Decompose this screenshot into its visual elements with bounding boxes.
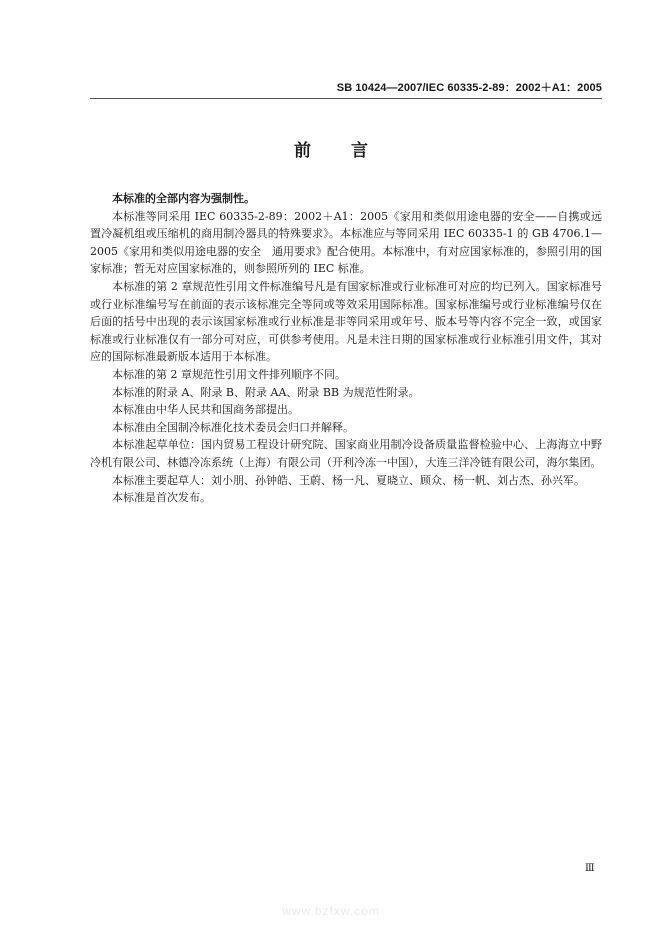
- paragraph-centralized-by: 本标准由全国制冷标准化技术委员会归口并解释。: [112, 420, 354, 434]
- paragraph-normative-references: 本标准的第 2 章规范性引用文件标准编号凡是有国家标准或行业标准可对应的均已列入。国家标准号或行业标准编号写在前面的表示该标准完全等同或等效采用国际标准。国家标准编号或行业标准编号仅在后面的括号中出现的表示该国家标准或行业标准是非等同采用或年号、版本号等内容不完全一致，或国家标准或行业标准仅有一部分可对应，可供参考使用。凡是未注日期的国家标准或行业标准引用文件，其对应的国际标准最新版本适用于本标准。: [90, 279, 602, 364]
- paragraph-first-release: 本标准是首次发布。: [112, 491, 211, 505]
- watermark-text: www.bzfxw.com: [282, 904, 380, 918]
- paragraph-proposed-by: 本标准由中华人民共和国商务部提出。: [112, 403, 299, 417]
- paragraph-drafting-units: 本标准起草单位：国内贸易工程设计研究院、国家商业用制冷设备质量监督检验中心、上海海立中野冷机有限公司、林德冷冻系统（上海）有限公司（开利冷冻一中国），大连三洋冷链有限公司，海尔集团。: [90, 438, 602, 469]
- header-divider: [90, 98, 602, 99]
- page-number: Ⅲ: [585, 863, 595, 874]
- paragraph-adoption: 本标准等同采用 IEC 60335-2-89：2002＋A1：2005《家用和类似用途电器的安全——自携或远置冷凝机组或压缩机的商用制冷器具的特殊要求》。本标准应与等同采用 IEC 60335-1 的 GB 4706.1—2005《家用和类似用途电器的安全 通用要求》配合使用。本标准中，有对应国家标准的，参照引用的国家标准；暂无对应国家标准的，则参照所列的 IEC 标准。: [90, 209, 602, 276]
- foreword-body: [90, 190, 602, 507]
- paragraph-mandatory-statement: 本标准的全部内容为强制性。: [112, 192, 255, 205]
- paragraph-drafters: 本标准主要起草人：刘小朋、孙钟皓、王蔚、杨一凡、夏晓立、顾众、杨一帆、刘占杰、孙兴军。: [112, 473, 585, 487]
- paragraph-annexes: 本标准的附录 A、附录 B、附录 AA、附录 BB 为规范性附录。: [112, 385, 420, 399]
- page-title: 前言: [294, 141, 408, 161]
- standard-code-header: SB 10424—2007/IEC 60335-2-89：2002＋A1：2005: [336, 82, 602, 94]
- paragraph-reference-order: 本标准的第 2 章规范性引用文件排列顺序不同。: [112, 367, 346, 381]
